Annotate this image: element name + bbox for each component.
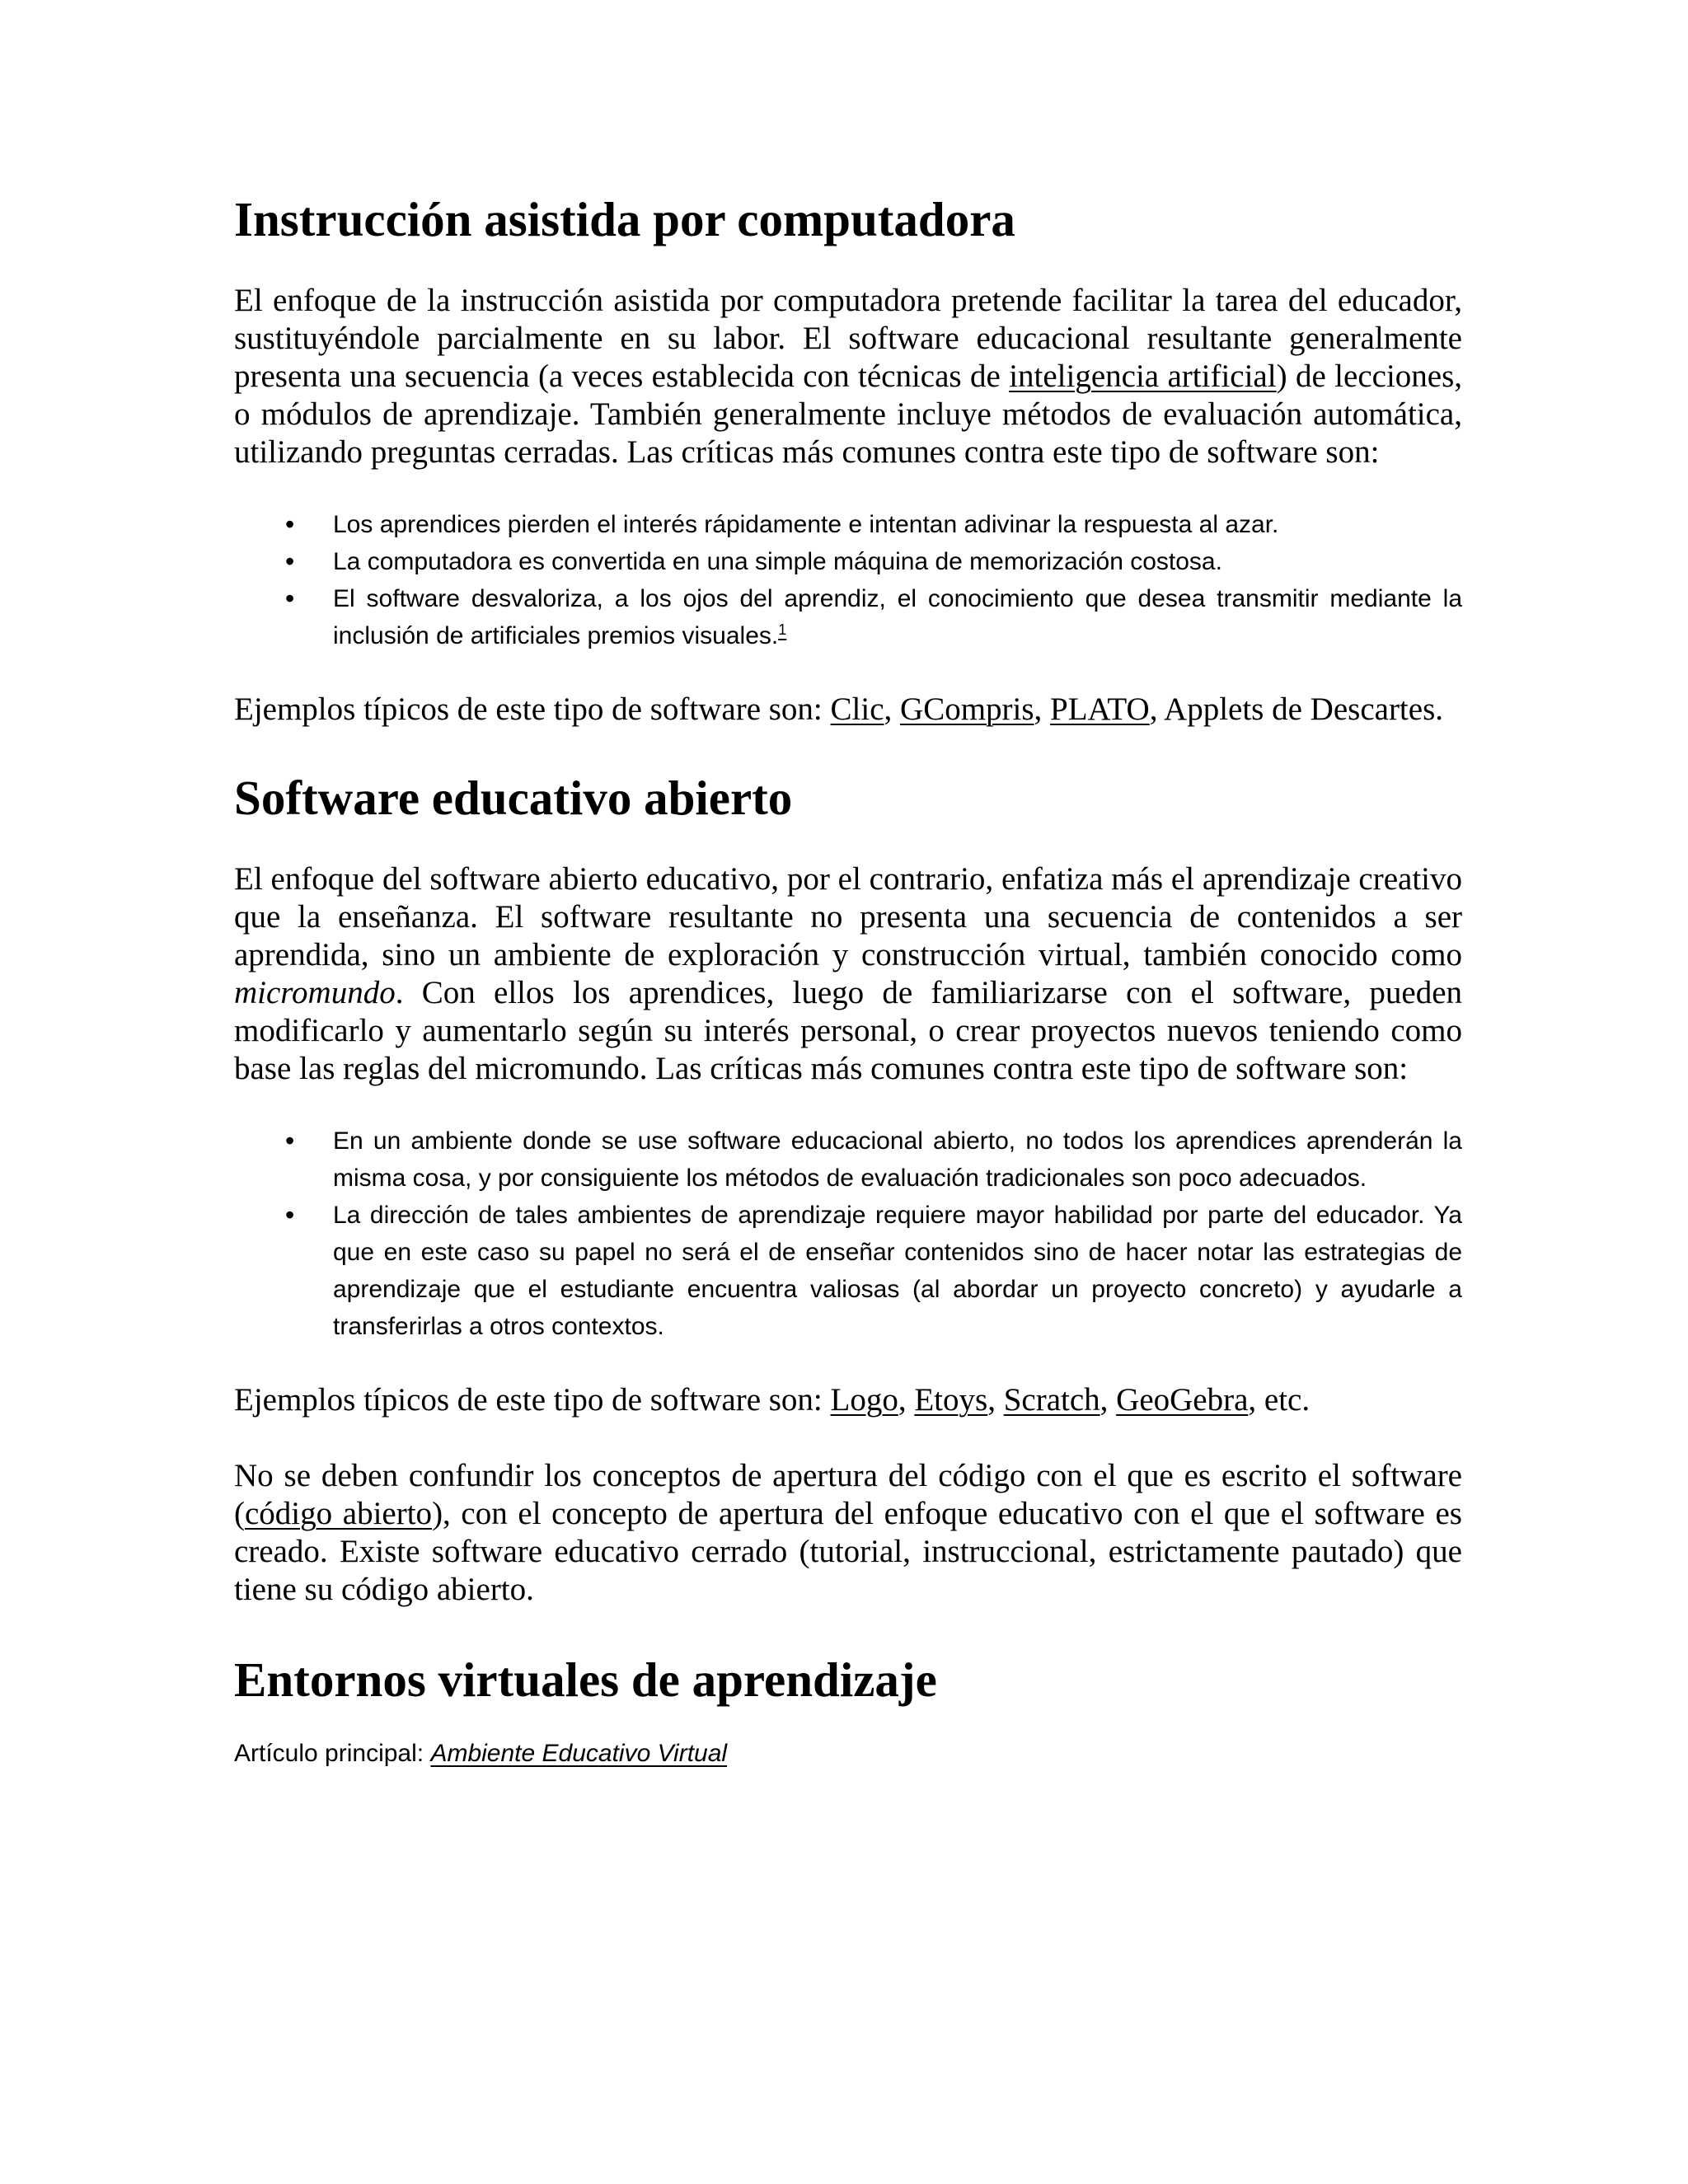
footnote-ref-link[interactable]: 1: [778, 621, 787, 638]
list-item-text: La dirección de tales ambientes de aprendizaje requiere mayor habilidad por parte del educador. Ya que en este caso su papel no será el de enseñar contenidos sino de hacer notar las estrategias de aprendizaje que el estudiante encuentra valiosas (al abordar un proyecto concreto) y ayudarle a transferirlas a otros contextos.: [333, 1202, 1462, 1340]
list-item-text: El software desvaloriza, a los ojos del aprendiz, el conocimiento que desea transmitir mediante la inclusión de artificiales premios visuales.: [333, 585, 1462, 649]
link-gcompris[interactable]: GCompris: [900, 691, 1034, 727]
link-inteligencia-artificial[interactable]: inteligencia artificial: [1009, 359, 1277, 394]
list-item-text: Los aprendices pierden el interés rápidamente e intentan adivinar la respuesta al azar.: [333, 511, 1279, 538]
main-article-link-text: Ambiente Educativo Virtual: [430, 1740, 728, 1767]
paragraph-text: Ejemplos típicos de este tipo de software son:: [234, 691, 831, 727]
paragraph-text: Ejemplos típicos de este tipo de software son:: [234, 1382, 831, 1418]
separator: ,: [987, 1382, 1004, 1418]
list-item: [333, 1122, 1462, 1197]
paragraph-text: El enfoque de la instrucción asistida por computadora pretende facilitar la tarea del educador, sustituyéndole parcialmente en su labor. El software educacional resultante generalmente presenta una secuencia (a veces establecida con técnicas de: [234, 283, 1462, 394]
main-article-label: Artículo principal:: [234, 1740, 431, 1767]
paragraph-text: . Con ellos los aprendices, luego de familiarizarse con el software, pueden modificarlo y aumentarlo según su interés personal, o crear proyectos nuevos teniendo como base las reglas del micromundo. Las críticas más comunes contra este tipo de software son:: [234, 975, 1462, 1086]
paragraph-software-abierto-intro: [234, 860, 1462, 1088]
section-heading-software-abierto: Software educativo abierto: [234, 771, 793, 825]
criticism-list-software-abierto: [234, 1122, 1462, 1345]
paragraph-instruccion-intro: [234, 282, 1462, 471]
link-etoys[interactable]: Etoys: [914, 1382, 988, 1418]
list-item: [333, 506, 1462, 543]
link-clic[interactable]: Clic: [830, 691, 884, 727]
paragraph-examples-instruccion: [234, 691, 1462, 729]
main-article-note: [234, 1737, 1462, 1770]
separator: ,: [884, 691, 901, 727]
paragraph-examples-software-abierto: [234, 1381, 1462, 1419]
emphasis-micromundo: micromundo: [234, 975, 396, 1010]
paragraph-text: No se deben confundir los conceptos de apertura del código con el que es escrito el software (: [234, 1458, 1462, 1531]
separator: ,: [1100, 1382, 1117, 1418]
list-item: [333, 1197, 1462, 1345]
separator: ,: [1034, 691, 1051, 727]
link-ambiente-educativo-virtual[interactable]: [430, 1740, 727, 1767]
paragraph-text: ), con el concepto de apertura del enfoque educativo con el que el software es creado. Existe software educativo cerrado (tutorial, instruccional, estrictamente pautado) que tiene su código abierto.: [234, 1496, 1462, 1607]
link-codigo-abierto[interactable]: código abierto: [245, 1496, 433, 1531]
paragraph-text: El enfoque del software abierto educativo, por el contrario, enfatiza más el aprendizaje creativo que la enseñanza. El software resultante no presenta una secuencia de contenidos a ser aprendida, sino un ambiente de exploración y construcción virtual, también conocido como: [234, 861, 1462, 972]
paragraph-codigo-abierto: [234, 1457, 1462, 1609]
link-geogebra[interactable]: GeoGebra: [1116, 1382, 1249, 1418]
separator: ,: [898, 1382, 915, 1418]
document-page: [234, 190, 1462, 1770]
list-item-text: La computadora es convertida en una simple máquina de memorización costosa.: [333, 548, 1222, 575]
paragraph-text: ) de lecciones, o módulos de aprendizaje. También generalmente incluye métodos de evaluación automática, utilizando preguntas cerradas. Las críticas más comunes contra este tipo de software son:: [234, 359, 1463, 470]
list-item-text: En un ambiente donde se use software educacional abierto, no todos los aprendices aprenderán la misma cosa, y por consiguiente los métodos de evaluación tradicionales son poco adecuados.: [333, 1127, 1462, 1192]
criticism-list-instruccion: [234, 506, 1462, 654]
link-plato[interactable]: PLATO: [1050, 691, 1150, 727]
paragraph-text: , etc.: [1248, 1382, 1311, 1418]
link-logo[interactable]: Logo: [830, 1382, 898, 1418]
section-heading-entornos-virtuales: Entornos virtuales de aprendizaje: [234, 1652, 937, 1707]
paragraph-text: , Applets de Descartes.: [1149, 691, 1444, 727]
section-heading-instruccion: Instrucción asistida por computadora: [234, 192, 1015, 246]
list-item: [333, 580, 1462, 654]
link-scratch[interactable]: Scratch: [1003, 1382, 1100, 1418]
list-item: [333, 543, 1462, 580]
